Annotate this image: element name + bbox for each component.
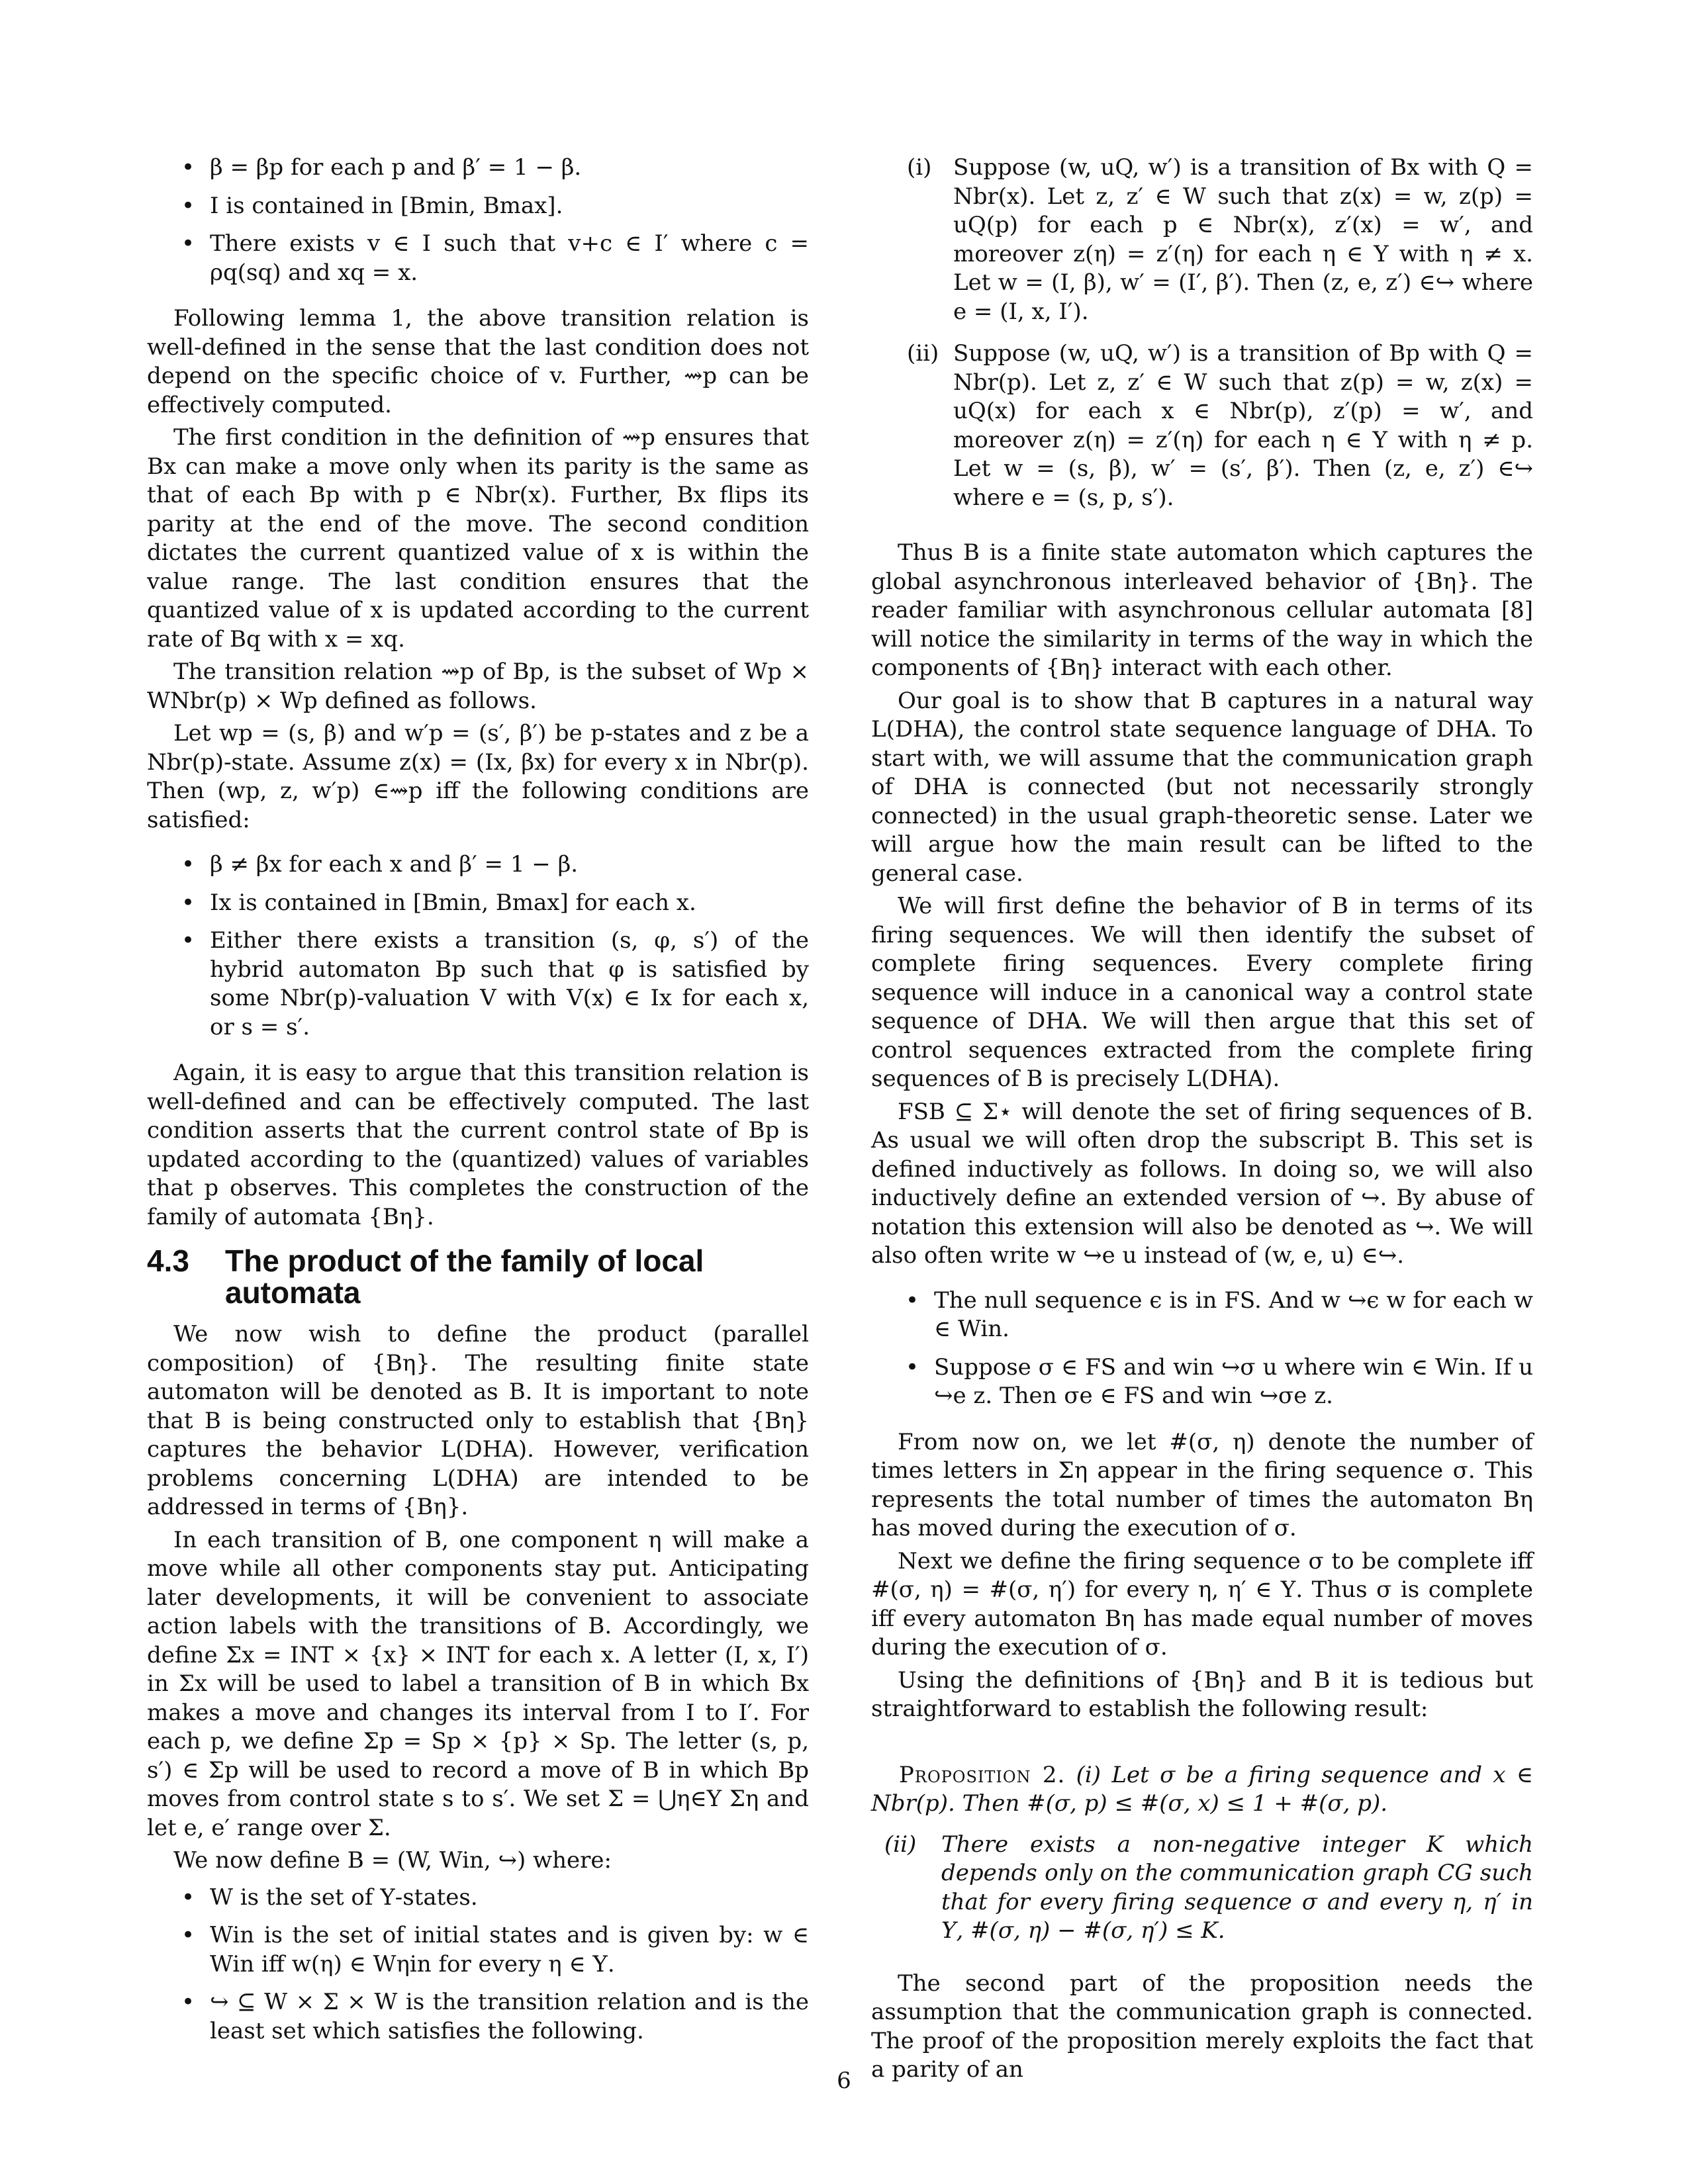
item-label: (ii) [907, 340, 939, 367]
paragraph: Next we define the firing sequence σ to be complete iff #(σ, η) = #(σ, η′) for every η, η′ ∈ Υ. Thus σ is complete iff every automaton Bη has made equal number of moves during the execution of σ. [871, 1547, 1533, 1661]
paragraph: Following lemma 1, the above transition relation is well-defined in the sense that the last condition does not depend on the specific choice of v. Further, ⇝p can be effectively computed. [147, 305, 809, 418]
list-item [871, 340, 1533, 512]
paragraph: We now define B = (W, Win, ↪) where: [173, 1847, 612, 1874]
bullet-list-transition-p [147, 850, 809, 1042]
item-text: Suppose (w, uQ, w′) is a transition of Bx with Q = Nbr(x). Let z, z′ ∈ W such that z(x) = w, z(p) = uQ(p) for each p ∈ Nbr(x), z′(x) = w′, and moreover z(η) = z′(η) for each η ∈ Υ with η ≠ x. Let w = (I, β), w′ = (I′, β′). Then (z, e, z′) ∈↪ where e = (I, x, I′). [953, 154, 1533, 325]
list-item: • I is contained in [Bmin, Bmax]. [147, 192, 809, 221]
list-item: • Win is the set of initial states and is given by: w ∈ Win iff w(η) ∈ Wηin for every η ∈ Υ. [147, 1921, 809, 1979]
section-title: The product of the family of local automata [225, 1244, 704, 1310]
list-item: • β ≠ βx for each x and β′ = 1 − β. [147, 850, 809, 880]
list-item: • ↪ ⊆ W × Σ × W is the transition relation and is the least set which satisfies the following. [147, 1988, 809, 2046]
list-item: • β = βp for each p and β′ = 1 − β. [147, 154, 809, 183]
paragraph: We will first define the behavior of B in terms of its firing sequences. We will then identify the subset of complete firing sequences. Every complete firing sequence will induce in a canonical way a control state sequence of DHA. We will then argue that this set of control sequences extracted from the complete firing sequences of B is precisely L(DHA). [871, 893, 1533, 1092]
page-number: 6 [837, 2068, 851, 2094]
paragraph: Using the definitions of {Bη} and B it is tedious but straightforward to establish the following result: [871, 1666, 1533, 1722]
paragraph: Thus B is a finite state automaton which captures the global asynchronous interleaved behavior of {Bη}. The reader familiar with asynchronous cellular automata [8] will notice the similarity in terms of the way in which the components of {Bη} interact with each other. [871, 539, 1533, 681]
paragraph: Our goal is to show that B captures in a natural way L(DHA), the control state sequence language of DHA. To start with, we will assume that the communication graph of DHA is connected (but not necessarily strongly connected) in the usual graph-theoretic sense. Later we will argue how the main result can be lifted to the general case. [871, 687, 1533, 887]
proposition-part-text: There exists a non-negative integer K which depends only on the communication graph CG such that for every firing sequence σ and every η, η′ in Υ, #(σ, η) − #(σ, η′) ≤ K. [941, 1831, 1533, 1944]
paragraph: From now on, we let #(σ, η) denote the number of times letters in Ση appear in the firing sequence σ. This represents the total number of times the automaton Bη has moved during the execution of σ. [871, 1428, 1533, 1541]
list-item: • Either there exists a transition (s, φ, s′) of the hybrid automaton Bp such that φ is satisfied by some Nbr(p)-valuation V with V(x) ∈ Ix for each x, or s = s′. [147, 927, 809, 1042]
left-column [147, 154, 809, 2063]
list-item: • The null sequence ϵ is in FS. And w ↪ϵ w for each w ∈ Win. [871, 1287, 1533, 1344]
proposition-part-text: Let σ be a firing sequence and x ∈ Nbr(p). Then #(σ, p) ≤ #(σ, x) ≤ 1 + #(σ, p). [871, 1761, 1533, 1817]
paragraph: The second part of the proposition needs the assumption that the communication graph is connected. The proof of the proposition merely exploits the fact that a parity of an [871, 1970, 1533, 2083]
proposition [871, 1761, 1533, 1819]
item-label: (i) [907, 154, 932, 181]
proposition-part-label: (ii) [884, 1831, 917, 1858]
paragraph: In each transition of B, one component η will make a move while all other components stay put. Anticipating later developments, it will be convenient to associate action labels with the transitions of B. Accordingly, we define Σx = INT × {x} × INT for each x. A letter (I, x, I′) in Σx will be used to label a transition of B in which Bx makes a move and changes its interval from I to I′. For each p, we define Σp = Sp × {p} × Sp. The letter (s, p, s′) ∈ Σp will be used to record a move of B in which Bp moves from control state s to s′. We set Σ = ⋃η∈Υ Ση and let e, e′ range over Σ. [147, 1526, 809, 1841]
bullet-list-product-def [147, 1884, 809, 2046]
proposition-heading: Proposition 2. [899, 1761, 1066, 1788]
paragraph: The transition relation ⇝p of Bp, is the subset of Wp × WNbr(p) × Wp defined as follows. [147, 659, 809, 714]
item-text: Suppose (w, uQ, w′) is a transition of Bp with Q = Nbr(p). Let z, z′ ∈ W such that z(p) = w, z(x) = uQ(x) for each x ∈ Nbr(p), z′(p) = w′, and moreover z(η) = z′(η) for each η ∈ Υ with η ≠ p. Let w = (s, β), w′ = (s′, β′). Then (z, e, z′) ∈↪ where e = (s, p, s′). [953, 340, 1533, 511]
proposition-part [871, 1831, 1533, 1946]
paragraph: FSB ⊆ Σ⋆ will denote the set of firing sequences of B. As usual we will often drop the subscript B. This set is defined inductively as follows. In doing so, we will also inductively define an extended version of ↪. By abuse of notation this extension will also be denoted as ↪. We will also often write w ↪e u instead of (w, e, u) ∈↪. [871, 1098, 1533, 1269]
list-item [871, 154, 1533, 326]
section-heading [147, 1245, 809, 1308]
paragraph: Again, it is easy to argue that this transition relation is well-defined and can be effectively computed. The last condition asserts that the current control state of Bp is updated according to the (quantized) values of variables that p observes. This completes the construction of the family of automata {Bη}. [147, 1060, 809, 1230]
bullet-list-firing [871, 1287, 1533, 1411]
proposition-part-label: (i) [1076, 1761, 1102, 1788]
paragraph: We now wish to define the product (parallel composition) of {Bη}. The resulting finite state automaton will be denoted as B. It is important to note that B is being constructed only to establish that {Bη} captures the behavior L(DHA). However, verification problems concerning L(DHA) are intended to be addressed in terms of {Bη}. [147, 1321, 809, 1520]
enumerated-list [871, 154, 1533, 512]
list-item: • There exists v ∈ I such that v+c ∈ I′ where c = ρq(sq) and xq = x. [147, 230, 809, 287]
section-number: 4.3 [147, 1244, 189, 1278]
bullet-list-transition-x [147, 154, 809, 287]
list-item: • Suppose σ ∈ FS and win ↪σ u where win ∈ Win. If u ↪e z. Then σe ∈ FS and win ↪σe z. [871, 1353, 1533, 1411]
right-column [871, 154, 1533, 2089]
list-item: • W is the set of Υ-states. [147, 1884, 809, 1913]
paragraph: The first condition in the definition of ⇝p ensures that Bx can make a move only when its parity is the same as that of each Bp with p ∈ Nbr(x). Further, Bx flips its parity at the end of the move. The second condition dictates the current quantized value of x is within the value range. The last condition ensures that the quantized value of x is updated according to the current rate of Bq with x = xq. [147, 424, 809, 653]
paragraph: Let wp = (s, β) and w′p = (s′, β′) be p-states and z be a Nbr(p)-state. Assume z(x) = (Ix, βx) for every x in Nbr(p). Then (wp, z, w′p) ∈⇝p iff the following conditions are satisfied: [147, 720, 809, 833]
list-item: • Ix is contained in [Bmin, Bmax] for each x. [147, 889, 809, 918]
